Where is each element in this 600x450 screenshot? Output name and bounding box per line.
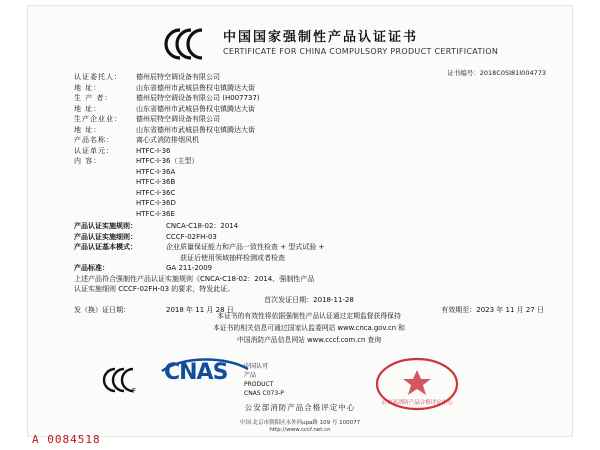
rule-row <box>74 221 544 232</box>
rule-value: 企业质量保证能力和产品一致性检查 + 型式试验 + <box>166 243 325 251</box>
field-row <box>74 72 544 83</box>
expiry-label: 有效期至： <box>441 306 477 314</box>
rule-row <box>74 263 544 274</box>
field-row <box>74 104 544 115</box>
rule-row <box>74 242 544 253</box>
issue-date-value: 2018 年 11 月 28 日 <box>166 306 234 314</box>
field-value: 山东省德州市武城县鲁权屯镇腾达大街 <box>136 125 255 134</box>
note-line: 中国消防产品信息网站 www.cccf.com.cn 查询 <box>236 336 382 344</box>
field-label: 地 址： <box>74 83 102 92</box>
model-value: HTFC-I-36D <box>136 199 176 207</box>
models-row <box>136 167 544 178</box>
certificate-header <box>28 16 572 68</box>
cnas-logo <box>164 362 227 384</box>
model-value: HTFC-I-36E <box>136 209 175 218</box>
note-line: 本证书的相关信息可通过国家认监委网站 www.cnca.gov.cn 和 <box>213 324 405 332</box>
ccc-logo-icon <box>158 24 214 64</box>
rule-row <box>74 232 544 243</box>
models-row <box>136 188 544 199</box>
field-label: 认证委托人： <box>74 73 122 81</box>
field-row <box>74 146 544 157</box>
field-label: 生 产 者： <box>74 94 113 102</box>
field-value: 德州辰特空调设备有限公司 (H007737) <box>136 94 260 102</box>
statement-line: 认证实施细则 CCCF-02FH-03 的要求，特发此证。 <box>74 285 235 293</box>
cccf-logo-icon <box>98 364 142 396</box>
field-label: 地 址： <box>74 125 102 134</box>
rule-label: 产品认证基本模式： <box>74 243 137 251</box>
models-row <box>136 209 544 220</box>
models-row <box>74 156 544 167</box>
field-row <box>74 93 544 104</box>
field-value: 山东省德州市武城县鲁权屯镇腾达大街 <box>136 104 255 113</box>
page-title: 中国国家强制性产品认证证书 <box>223 30 419 45</box>
accreditation-line: 产品 <box>244 372 257 379</box>
field-label: 产品名称： <box>74 136 114 144</box>
accreditation-line: PRODUCT <box>244 381 274 388</box>
statement-line: 上述产品符合强制性产品认证实施规则《CNCA-C18-02：2014、强制性产品 <box>74 274 315 283</box>
field-value: 德州辰特空调设备有限公司 <box>136 73 220 81</box>
model-value: HTFC-I-36（主型） <box>136 157 199 165</box>
field-label: 生产企业业： <box>74 115 122 123</box>
serial-number: A 0084518 <box>32 433 101 446</box>
expiry-value: 2023 年 11 月 27 日 <box>476 306 544 314</box>
first-issue-label: 首次发证日期： <box>264 295 314 304</box>
first-issue-row <box>74 295 544 306</box>
statement-row <box>74 274 544 285</box>
rule-label: 产品标准： <box>74 264 109 272</box>
certificate-notes <box>74 310 544 346</box>
footer-address: 中国·北京市朝阳区永外西upa路 109 号 100077 <box>239 420 361 426</box>
issue-date-label: 发（换）证日期： <box>74 306 130 314</box>
rule-value: CCCF-02FH-03 <box>166 232 217 241</box>
rule-value: 获证后使用领域抽样检测或者检查 <box>180 253 285 262</box>
rule-value: CNCA-C18-02：2014 <box>166 222 239 230</box>
models-row <box>136 177 544 188</box>
statement-row <box>74 284 544 295</box>
cnas-mark: CNAS <box>164 360 228 385</box>
field-value: 德州辰特空调设备有限公司 <box>136 115 220 123</box>
cnas-accreditation-text <box>244 362 284 398</box>
rule-value: GA 211-2009 <box>166 264 213 272</box>
model-value: HTFC-I-36B <box>136 178 176 186</box>
certificate-body <box>74 72 544 316</box>
models-label: 内 容： <box>74 157 102 165</box>
rule-label: 产品认证实施规则： <box>74 222 137 230</box>
certificate-number: 证书编号：2018C0SI81I004773 <box>447 69 546 77</box>
accreditation-line: CNAS C073-P <box>244 390 284 397</box>
issuing-organization: 公安部消防产品合格评定中心 <box>244 403 356 412</box>
accreditation-line: 中国认可 <box>244 363 269 370</box>
field-row <box>74 83 544 94</box>
field-value: 山东省德州市武城县鲁权屯镇腾达大街 <box>136 83 255 92</box>
model-value: HTFC-I-36A <box>136 167 176 176</box>
model-value: HTFC-I-36C <box>136 188 176 197</box>
footer-website: http://www.cccf.net.cn <box>269 427 331 433</box>
first-issue-value: 2018-11-28 <box>313 295 354 304</box>
field-label: 认证单元： <box>74 146 114 155</box>
field-value: HTFC-I-36 <box>136 146 171 155</box>
field-value: 离心式消防排烟风机 <box>136 136 199 144</box>
rule-label: 产品认证实施细则： <box>74 232 137 241</box>
field-row <box>74 135 544 146</box>
field-row <box>74 125 544 136</box>
models-row <box>136 198 544 209</box>
field-row <box>74 114 544 125</box>
note-line: 本证书的有效性将依据强制性产品认证通过定期监督获得保持 <box>217 312 401 320</box>
svg-text:公安部消防产品合格评定中心: 公安部消防产品合格评定中心 <box>381 400 453 406</box>
certificate-paper <box>28 6 572 436</box>
field-label: 地 址： <box>74 104 102 113</box>
page-subtitle: CERTIFICATE FOR CHINA COMPULSORY PRODUCT CERTIFICATION <box>223 47 499 56</box>
rule-row <box>74 253 544 264</box>
svg-text:F: F <box>132 387 137 395</box>
